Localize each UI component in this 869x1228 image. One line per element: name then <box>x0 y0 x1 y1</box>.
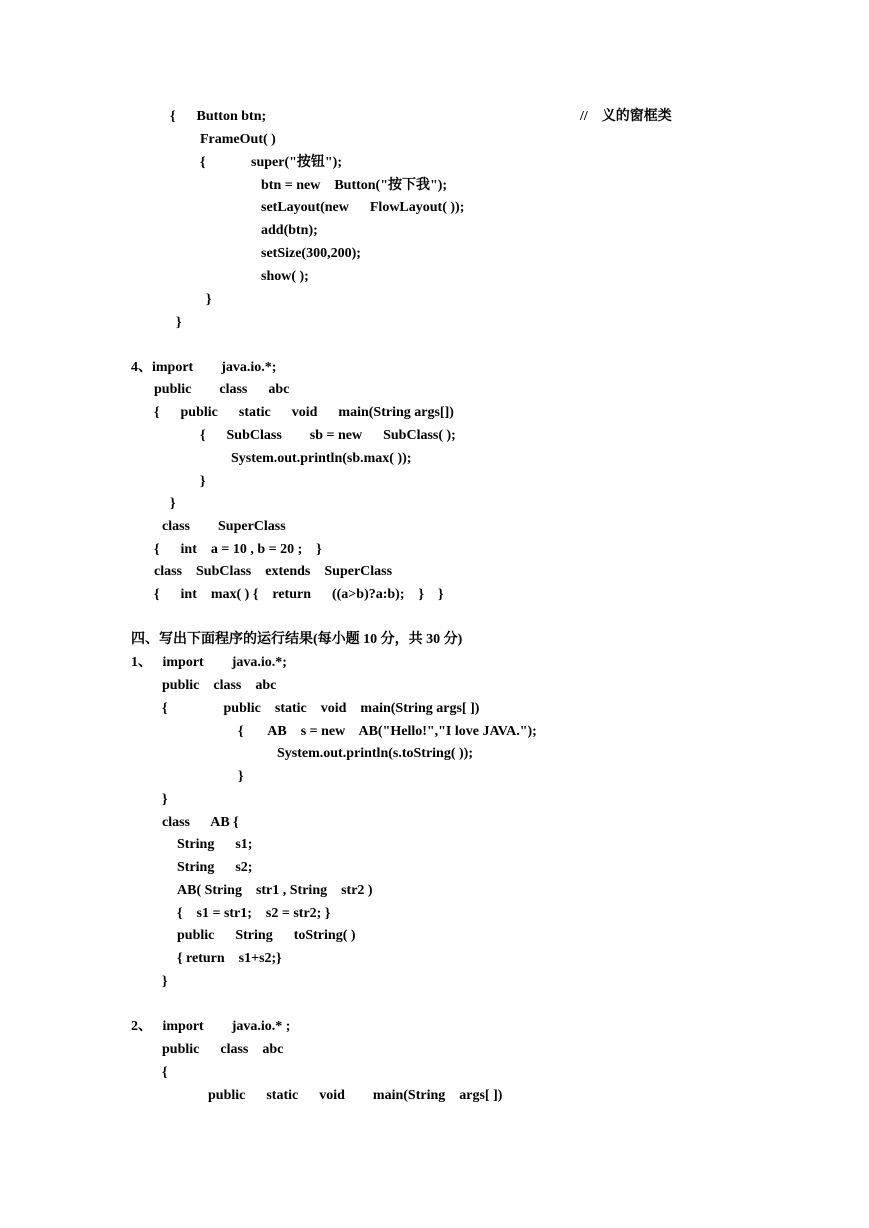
code-line: setLayout(new FlowLayout( )); <box>261 200 465 215</box>
code-line: System.out.println(s.toString( )); <box>277 746 473 761</box>
code-line: { int max( ) { return ((a>b)?a:b); } } <box>154 587 444 602</box>
code-line: String s2; <box>177 860 253 875</box>
code-line: public String toString( ) <box>177 928 356 943</box>
code-line: { public static void main(String args[ ]) <box>162 701 480 716</box>
code-line: } <box>162 792 168 807</box>
code-line: FrameOut( ) <box>200 132 276 147</box>
code-line: class SubClass extends SuperClass <box>154 564 393 579</box>
code-line: { super("按钮"); <box>200 155 342 170</box>
code-line: add(btn); <box>261 223 318 238</box>
code-line: public static void main(String args[ ]) <box>208 1088 503 1103</box>
code-line: { int a = 10 , b = 20 ; } <box>154 542 322 557</box>
code-line: { Button btn; <box>170 109 267 124</box>
code-line: btn = new Button("按下我"); <box>261 178 448 193</box>
code-line: { SubClass sb = new SubClass( ); <box>200 428 456 443</box>
code-line: } <box>170 496 176 511</box>
section-heading: 四、写出下面程序的运行结果(每小题 10 分，共 30 分) <box>131 632 463 647</box>
code-line: { <box>162 1065 168 1080</box>
code-line: public class abc <box>162 1042 284 1057</box>
code-line: class SuperClass <box>162 519 286 534</box>
code-comment: // 义的窗框类 <box>580 109 672 124</box>
code-line: public class abc <box>162 678 277 693</box>
code-line: } <box>200 474 206 489</box>
code-line: { s1 = str1; s2 = str2; } <box>177 906 331 921</box>
code-line: { return s1+s2;} <box>177 951 282 966</box>
code-line: class AB { <box>162 815 239 830</box>
code-line: } <box>238 769 244 784</box>
code-line: String s1; <box>177 837 253 852</box>
code-line: } <box>162 974 168 989</box>
code-line: show( ); <box>261 269 309 284</box>
code-line: { public static void main(String args[]) <box>154 405 454 420</box>
code-line: setSize(300,200); <box>261 246 361 261</box>
code-line: } <box>176 315 182 330</box>
question-1-heading: 1、 import java.io.*; <box>131 655 287 670</box>
code-line: } <box>206 292 212 307</box>
question-4-heading: 4、import java.io.*; <box>131 360 277 375</box>
code-line: System.out.println(sb.max( )); <box>231 451 412 466</box>
code-line: public class abc <box>154 382 290 397</box>
question-2-heading: 2、 import java.io.* ; <box>131 1019 291 1034</box>
code-line: AB( String str1 , String str2 ) <box>177 883 373 898</box>
code-line: { AB s = new AB("Hello!","I love JAVA."); <box>238 724 537 739</box>
